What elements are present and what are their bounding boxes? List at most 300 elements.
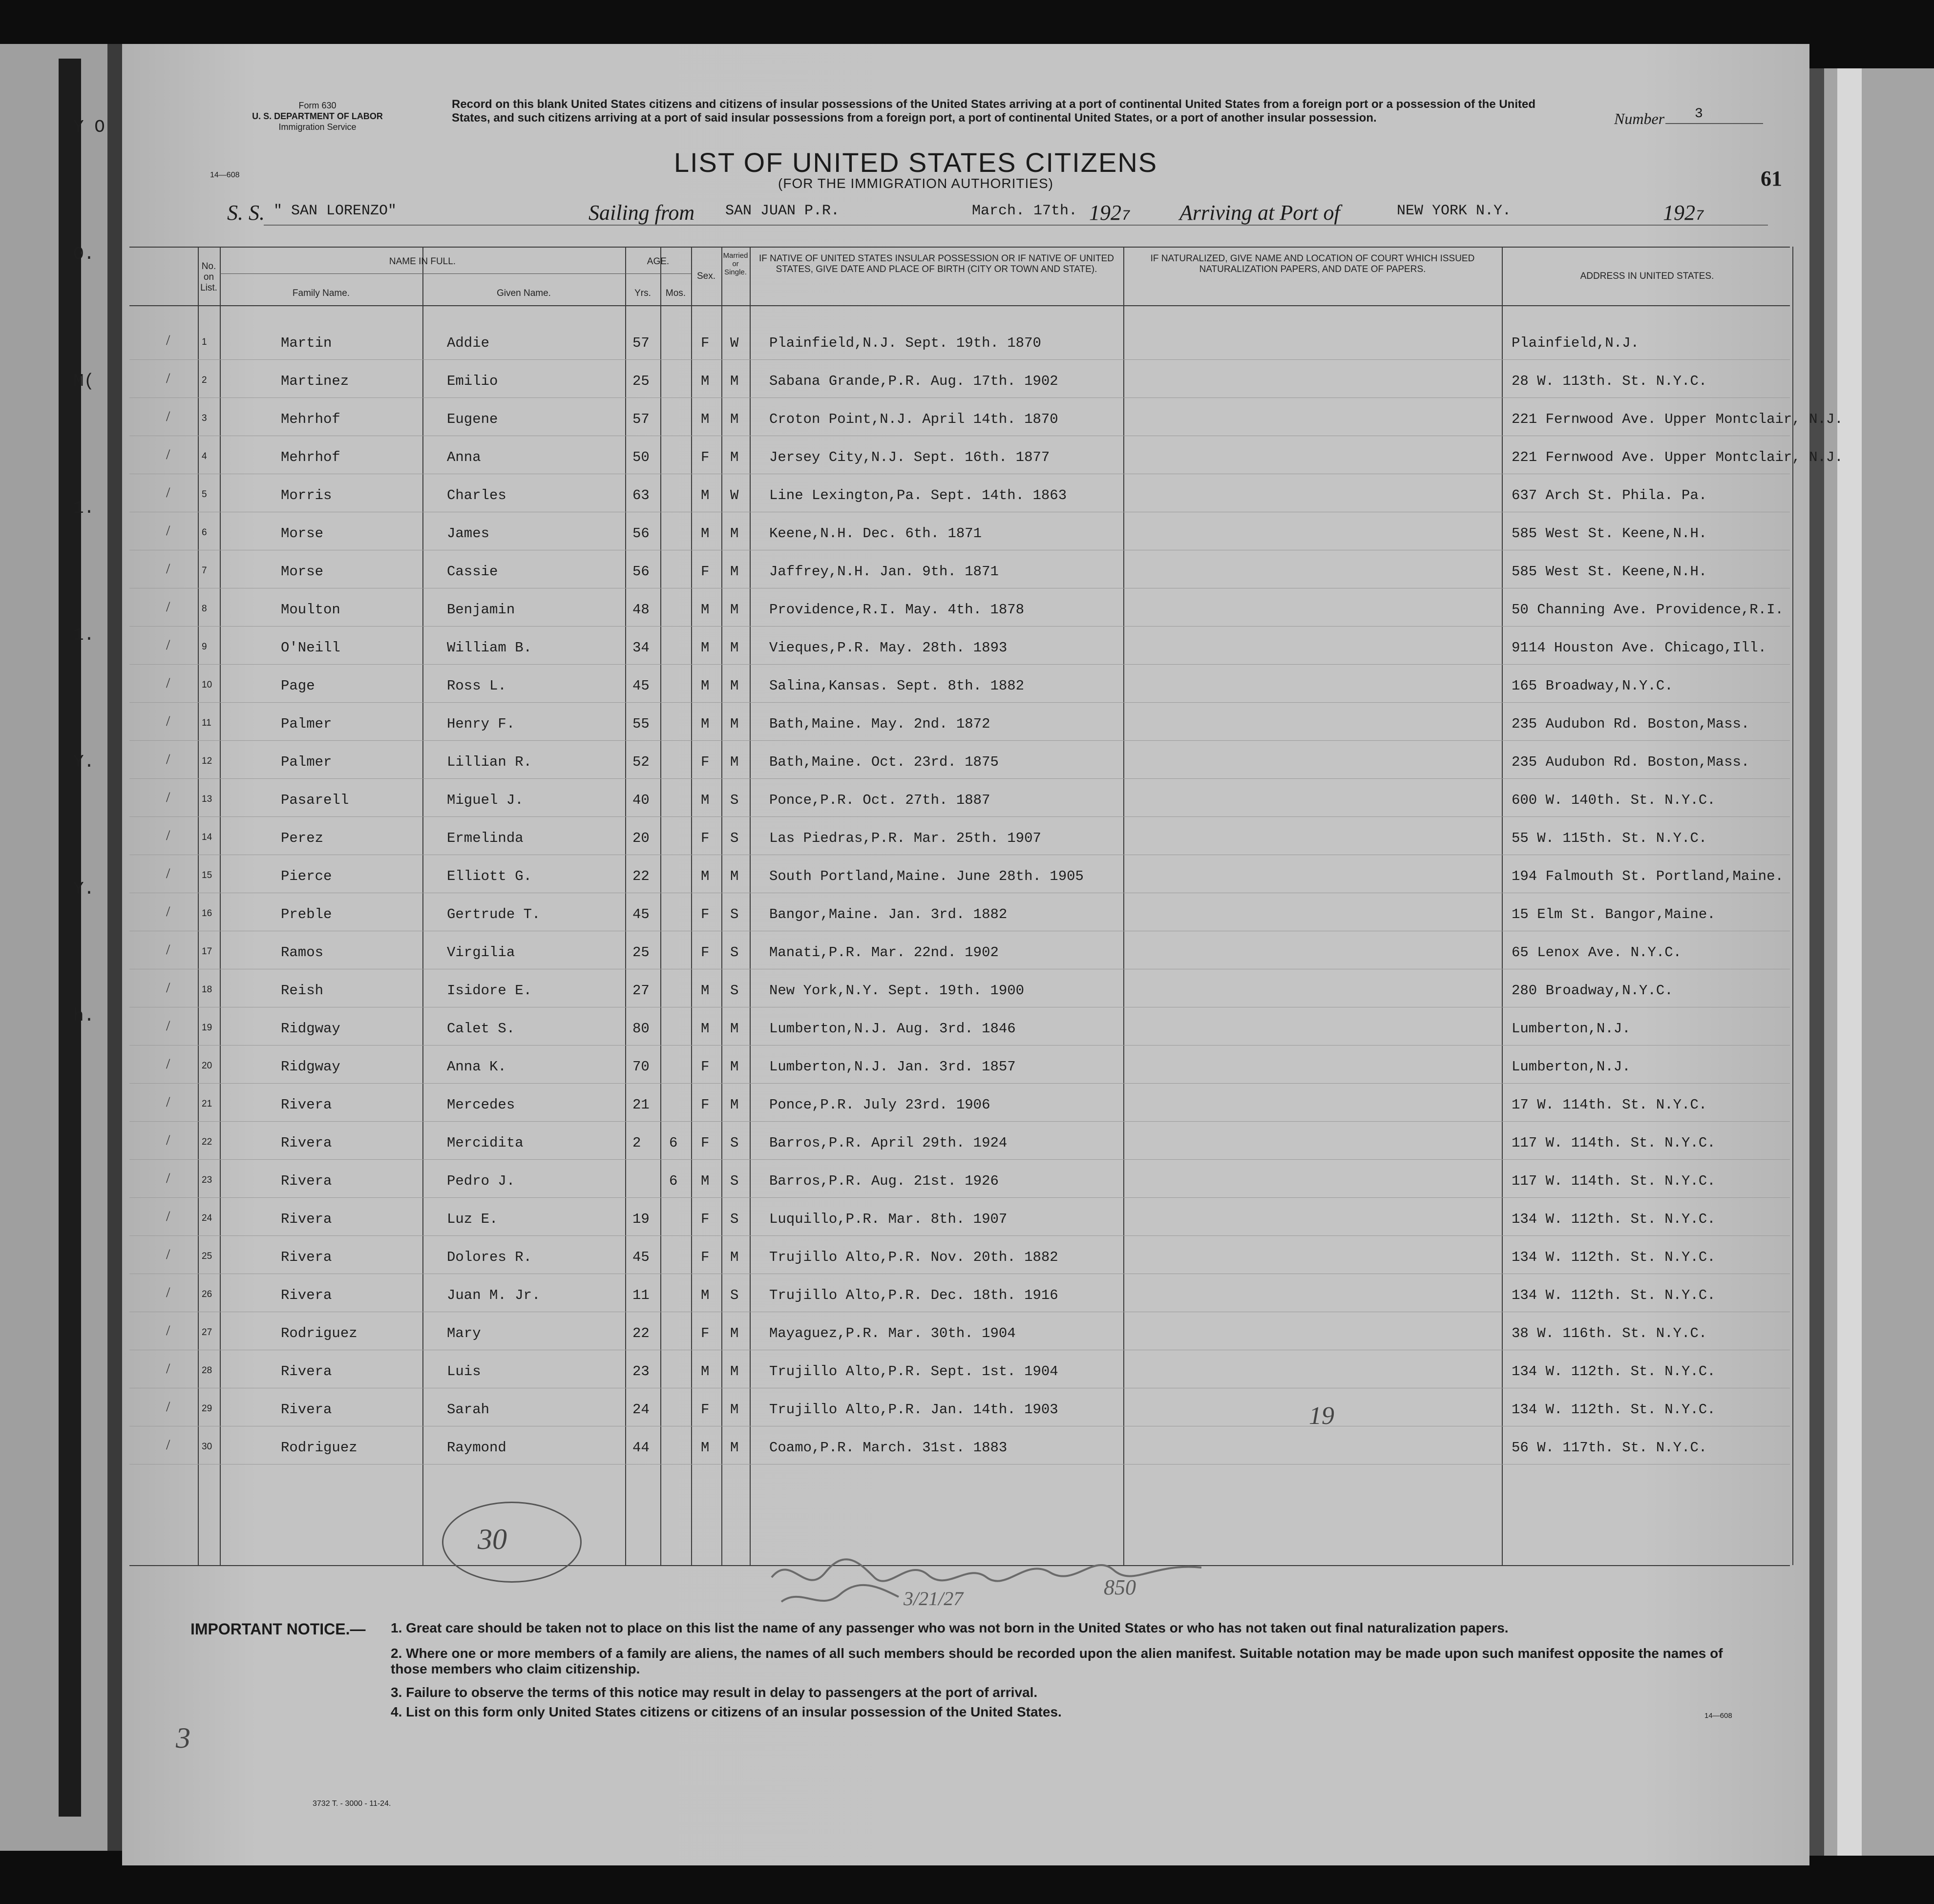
age-months: 6 [669,1135,678,1151]
marital-status: W [730,335,739,351]
row-number: 18 [202,984,212,995]
family-name: Rivera [281,1287,332,1303]
marital-status: S [730,944,739,961]
sex: F [701,944,710,961]
sex: F [701,1211,710,1227]
row-number: 21 [202,1099,212,1109]
birth-place-date: Coamo,P.R. March. 31st. 1883 [769,1440,1008,1456]
sailing-label: Sailing from [589,201,695,225]
check-mark: / [166,446,170,462]
marital-status: M [730,1402,739,1418]
given-name: Eugene [447,411,498,427]
row-number: 10 [202,680,212,690]
row-number: 22 [202,1137,212,1147]
birth-place-date: Manati,P.R. Mar. 22nd. 1902 [769,944,999,961]
birth-place-date: Trujillo Alto,P.R. Sept. 1st. 1904 [769,1363,1058,1380]
table-row [129,1122,1790,1160]
family-name: Moulton [281,602,340,618]
check-mark: / [166,1284,170,1300]
address: 9114 Houston Ave. Chicago,Ill. [1512,640,1767,656]
table-row [129,1160,1790,1198]
birth-place-date: Plainfield,N.J. Sept. 19th. 1870 [769,335,1041,351]
row-number: 26 [202,1289,212,1299]
marital-status: M [730,449,739,465]
row-number: 1 [202,337,207,347]
marital-status: M [730,754,739,770]
age-years: 22 [632,1325,650,1341]
address: 585 West St. Keene,N.H. [1512,525,1707,542]
row-number: 27 [202,1327,212,1338]
table-row [129,741,1790,779]
age-years: 57 [632,411,650,427]
check-mark: / [166,789,170,805]
notice-item-1: 1. Great care should be taken not to place on this list the name of any passenger who was not born in the United States or who has not taken out final naturalization papers. [391,1620,1509,1635]
check-mark: / [166,637,170,653]
given-name: Mercidita [447,1135,524,1151]
given-name: Benjamin [447,602,515,618]
birth-place-date: Bath,Maine. Oct. 23rd. 1875 [769,754,999,770]
marital-status: M [730,1440,739,1456]
marital-status: S [730,830,739,846]
inspector-signature [762,1543,1221,1616]
family-name: Palmer [281,716,332,732]
marital-status: M [730,868,739,884]
given-name: Dolores R. [447,1249,532,1265]
given-name: Anna [447,449,481,465]
marital-status: S [730,1173,739,1189]
given-name: Addie [447,335,490,351]
address: 165 Broadway,N.Y.C. [1512,678,1673,694]
birth-place-date: Sabana Grande,P.R. Aug. 17th. 1902 [769,373,1058,389]
corner-mark: 3 [176,1722,190,1754]
family-name: Rodriguez [281,1440,357,1456]
sex: F [701,1097,710,1113]
row-number: 19 [202,1023,212,1033]
table-row [129,894,1790,932]
age-years: 25 [632,944,650,961]
row-number: 13 [202,794,212,804]
col-yrs: Yrs. [634,288,651,298]
notice-heading: IMPORTANT NOTICE.— [190,1620,366,1638]
table-row [129,551,1790,589]
birth-place-date: Ponce,P.R. July 23rd. 1906 [769,1097,990,1113]
birth-place-date: Bath,Maine. May. 2nd. 1872 [769,716,990,732]
right-binding-strip [1837,68,1862,1856]
table-row [129,475,1790,513]
birth-place-date: Lumberton,N.J. Jan. 3rd. 1857 [769,1059,1016,1075]
check-mark: / [166,1170,170,1186]
marital-status: M [730,564,739,580]
row-number: 25 [202,1251,212,1261]
footer-code: 3732 T. - 3000 - 11-24. [313,1799,391,1808]
marital-status: M [730,640,739,656]
family-name: Ramos [281,944,324,961]
address: 28 W. 113th. St. N.Y.C. [1512,373,1707,389]
adjacent-right-page [1809,68,1934,1856]
address: Lumberton,N.J. [1512,1021,1631,1037]
page-title: LIST OF UNITED STATES CITIZENS [673,147,1158,178]
check-mark: / [166,827,170,843]
age-years: 25 [632,373,650,389]
row-number: 30 [202,1442,212,1452]
left-page-fragment: 1. [73,625,95,645]
row-number: 28 [202,1365,212,1376]
sex: M [701,640,710,656]
sex: F [701,906,710,922]
birth-place-date: Line Lexington,Pa. Sept. 14th. 1863 [769,487,1067,503]
marital-status: M [730,1021,739,1037]
age-years: 21 [632,1097,650,1113]
age-years: 45 [632,906,650,922]
sex: M [701,411,710,427]
given-name: Sarah [447,1402,490,1418]
sex: M [701,1021,710,1037]
row-number: 2 [202,375,207,385]
table-row [129,1351,1790,1389]
sex: F [701,1059,710,1075]
birth-place-date: Lumberton,N.J. Aug. 3rd. 1846 [769,1021,1016,1037]
age-years: 20 [632,830,650,846]
signature-scribble [762,1543,1221,1616]
row-number: 7 [202,565,207,576]
department-name: U. S. DEPARTMENT OF LABOR [252,111,383,121]
family-name: Morris [281,487,332,503]
col-mos: Mos. [665,288,686,298]
sex: F [701,335,710,351]
family-name: Rivera [281,1402,332,1418]
birth-place-date: Mayaguez,P.R. Mar. 30th. 1904 [769,1325,1016,1341]
table-row [129,779,1790,817]
age-years: 56 [632,525,650,542]
family-name: Rivera [281,1097,332,1113]
col-family-name: Family Name. [292,288,350,298]
given-name: Isidore E. [447,983,532,999]
table-row [129,513,1790,551]
left-page-fragment: O. [73,244,95,264]
age-years: 45 [632,1249,650,1265]
marital-status: S [730,792,739,808]
birth-place-date: Luquillo,P.R. Mar. 8th. 1907 [769,1211,1008,1227]
given-name: Lillian R. [447,754,532,770]
given-name: Virgilia [447,944,515,961]
row-number: 4 [202,451,207,461]
marital-status: M [730,1363,739,1380]
given-name: Raymond [447,1440,506,1456]
age-years: 48 [632,602,650,618]
table-row [129,703,1790,741]
check-mark: / [166,1132,170,1148]
form-instruction: Record on this blank United States citizens and citizens of insular possessions of the United States arriving at a port of continental United States from a foreign port or a possession of the United States, and such citizens arriving at a port of said insular possessions from a foreign port, a port of continental United States, or a port of another insular possession. [452,98,1536,125]
given-name: Luz E. [447,1211,498,1227]
address: 50 Channing Ave. Providence,R.I. [1512,602,1784,618]
address: 585 West St. Keene,N.H. [1512,564,1707,580]
row-number: 15 [202,870,212,880]
sex: M [701,602,710,618]
notice-item-2: 2. Where one or more members of a family are aliens, the names of all such members should be recorded upon the alien manifest. Suitable notation may be made upon such manifest opposite the names of those members who claim citizenship. [391,1646,1723,1676]
check-mark: / [166,980,170,996]
address: 38 W. 116th. St. N.Y.C. [1512,1325,1707,1341]
sex: M [701,1440,710,1456]
check-mark: / [166,1208,170,1224]
family-name: Ridgway [281,1059,340,1075]
check-mark: / [166,561,170,577]
row-number: 6 [202,527,207,538]
given-name: Henry F. [447,716,515,732]
address: 15 Elm St. Bangor,Maine. [1512,906,1716,922]
family-name: Morse [281,525,324,542]
sailing-from: SAN JUAN P.R. [725,203,840,219]
sex: M [701,716,710,732]
age-months: 6 [669,1173,678,1189]
table-row [129,589,1790,627]
passenger-table [129,247,1843,1565]
family-name: Ridgway [281,1021,340,1037]
sex: M [701,1287,710,1303]
col-address: ADDRESS IN UNITED STATES. [1580,271,1714,281]
number-label: Number [1614,110,1665,127]
col-naturalized: IF NATURALIZED, GIVE NAME AND LOCATION OF COURT WHICH ISSUED NATURALIZATION PAPERS, AND DATE OF PAPERS. [1150,253,1475,274]
col-married: Married or Single. [723,251,748,276]
address: 65 Lenox Ave. N.Y.C. [1512,944,1682,961]
age-years: 63 [632,487,650,503]
marital-status: M [730,373,739,389]
address: 600 W. 140th. St. N.Y.C. [1512,792,1716,808]
birth-place-date: New York,N.Y. Sept. 19th. 1900 [769,983,1025,999]
family-name: O'Neill [281,640,340,656]
marital-status: S [730,1287,739,1303]
table-row [129,817,1790,856]
sex: M [701,868,710,884]
family-name: Morse [281,564,324,580]
check-mark: / [166,599,170,615]
given-name: Calet S. [447,1021,515,1037]
table-row [129,1008,1790,1046]
row-number: 29 [202,1403,212,1414]
sailing-year: 1927 [1089,201,1131,225]
marital-status: M [730,602,739,618]
given-name: Ermelinda [447,830,524,846]
page-subtitle: (FOR THE IMMIGRATION AUTHORITIES) [778,176,1053,191]
birth-place-date: Trujillo Alto,P.R. Dec. 18th. 1916 [769,1287,1058,1303]
address: 280 Broadway,N.Y.C. [1512,983,1673,999]
family-name: Page [281,678,315,694]
family-name: Martin [281,335,332,351]
table-row [129,970,1790,1008]
check-mark: / [166,484,170,501]
birth-place-date: Bangor,Maine. Jan. 3rd. 1882 [769,906,1008,922]
left-page-fragment: Y O [73,117,105,137]
marital-status: S [730,1135,739,1151]
given-name: Cassie [447,564,498,580]
given-name: Mercedes [447,1097,515,1113]
marital-status: W [730,487,739,503]
given-name: Charles [447,487,506,503]
table-row [129,932,1790,970]
address: 194 Falmouth St. Portland,Maine. [1512,868,1784,884]
sex: F [701,1249,710,1265]
left-page-fragment: M( [73,371,95,391]
family-name: Mehrhof [281,411,340,427]
left-page-fragment: Y. [73,879,95,899]
sex: M [701,983,710,999]
row-number: 16 [202,908,212,919]
family-name: Martinez [281,373,349,389]
left-page-fragment: 1. [73,498,95,518]
address: Lumberton,N.J. [1512,1059,1631,1075]
row-number: 20 [202,1061,212,1071]
table-row [129,627,1790,665]
col-no-on-list: No. on List. [200,261,217,293]
family-name: Perez [281,830,324,846]
form-number: Form 630 [298,101,336,110]
birth-place-date: Barros,P.R. Aug. 21st. 1926 [769,1173,999,1189]
address: 221 Fernwood Ave. Upper Montclair, N.J. [1512,411,1843,427]
marital-status: M [730,678,739,694]
age-years: 11 [632,1287,650,1303]
arriving-port: NEW YORK N.Y. [1397,203,1512,219]
col-sex: Sex. [696,271,716,281]
check-mark: / [166,1094,170,1110]
address: Plainfield,N.J. [1512,335,1640,351]
check-mark: / [166,408,170,424]
sex: M [701,792,710,808]
table-row [129,1046,1790,1084]
notice-item-3: 3. Failure to observe the terms of this notice may result in delay to passengers at the port of arrival. [391,1685,1038,1700]
given-name: William B. [447,640,532,656]
age-years: 2 [632,1135,641,1151]
table-row [129,1389,1790,1427]
check-mark: / [166,675,170,691]
given-name: Anna K. [447,1059,506,1075]
birth-place-date: Providence,R.I. May. 4th. 1878 [769,602,1025,618]
check-mark: / [166,523,170,539]
sex: F [701,564,710,580]
sex: M [701,373,710,389]
row-number: 8 [202,604,207,614]
row-number: 11 [202,718,211,728]
table-row [129,1275,1790,1313]
marital-status: M [730,411,739,427]
left-page-fragment: h. [73,1006,95,1026]
family-name: Mehrhof [281,449,340,465]
given-name: Luis [447,1363,481,1380]
left-page-fragments [73,117,122,1192]
family-name: Rivera [281,1211,332,1227]
page-number: 61 [1761,167,1782,190]
family-name: Rivera [281,1135,332,1151]
marital-status: S [730,983,739,999]
birth-place-date: Salina,Kansas. Sept. 8th. 1882 [769,678,1025,694]
address: 134 W. 112th. St. N.Y.C. [1512,1249,1716,1265]
marital-status: M [730,525,739,542]
address: 17 W. 114th. St. N.Y.C. [1512,1097,1707,1113]
form-header-block [210,100,425,132]
table-row [129,437,1843,475]
check-mark: / [166,1360,170,1377]
sex: F [701,830,710,846]
table-row [129,1427,1790,1465]
table-row [129,856,1790,894]
check-mark: / [166,903,170,920]
signature-number: 850 [1104,1575,1136,1599]
check-mark: / [166,713,170,729]
address: 56 W. 117th. St. N.Y.C. [1512,1440,1707,1456]
birth-place-date: South Portland,Maine. June 28th. 1905 [769,868,1084,884]
ship-name: " SAN LORENZO" [273,203,397,219]
check-mark: / [166,1018,170,1034]
check-mark: / [166,1399,170,1415]
form-code-top: 14—608 [210,171,240,179]
family-name: Preble [281,906,332,922]
age-years: 23 [632,1363,650,1380]
table-row [129,1236,1790,1275]
marital-status: M [730,1249,739,1265]
table-row [129,1198,1790,1236]
age-years: 40 [632,792,650,808]
check-mark: / [166,370,170,386]
address: 117 W. 114th. St. N.Y.C. [1512,1173,1716,1189]
table-row [129,360,1790,398]
sex: F [701,449,710,465]
address: 134 W. 112th. St. N.Y.C. [1512,1402,1716,1418]
address: 637 Arch St. Phila. Pa. [1512,487,1707,503]
ss-label: S. S. [227,201,265,225]
row-number: 17 [202,946,212,957]
table-row [129,1313,1790,1351]
signature-date: 3/21/27 [904,1588,964,1610]
given-name: Emilio [447,373,498,389]
age-years: 55 [632,716,650,732]
check-mark: / [166,942,170,958]
age-years: 50 [632,449,650,465]
circle-mark-text: 30 [478,1523,507,1555]
row-number: 9 [202,642,207,652]
check-mark: / [166,1437,170,1453]
number-value: 3 [1695,106,1703,122]
table-row [129,322,1790,360]
given-name: Gertrude T. [447,906,541,922]
sailing-date: March. 17th. [972,203,1078,219]
marital-status: M [730,1097,739,1113]
birth-place-date: Keene,N.H. Dec. 6th. 1871 [769,525,982,542]
service-name: Immigration Service [278,122,357,132]
col-name-in-full: NAME IN FULL. [389,256,456,267]
row-number: 3 [202,413,207,423]
row-number: 23 [202,1175,212,1185]
age-years: 57 [632,335,650,351]
address: 134 W. 112th. St. N.Y.C. [1512,1363,1716,1380]
given-name: Ross L. [447,678,506,694]
address: 221 Fernwood Ave. Upper Montclair, N.J. [1512,449,1843,465]
row-number: 14 [202,832,212,842]
birth-place-date: Jersey City,N.J. Sept. 16th. 1877 [769,449,1050,465]
address: 117 W. 114th. St. N.Y.C. [1512,1135,1716,1151]
check-mark: / [166,1056,170,1072]
birth-place-date: Las Piedras,P.R. Mar. 25th. 1907 [769,830,1041,846]
family-name: Pasarell [281,792,349,808]
marital-status: M [730,1059,739,1075]
check-mark: / [166,865,170,881]
given-name: Mary [447,1325,481,1341]
left-page-fragment: Y. [73,752,95,772]
check-mark: / [166,1246,170,1262]
age-years: 44 [632,1440,650,1456]
sex: M [701,525,710,542]
family-name: Rivera [281,1173,332,1189]
family-name: Rivera [281,1363,332,1380]
notice-item-4: 4. List on this form only United States citizens or citizens of an insular possession of the United States. [391,1704,1062,1719]
footer-code-right: 14—608 [1704,1712,1732,1720]
